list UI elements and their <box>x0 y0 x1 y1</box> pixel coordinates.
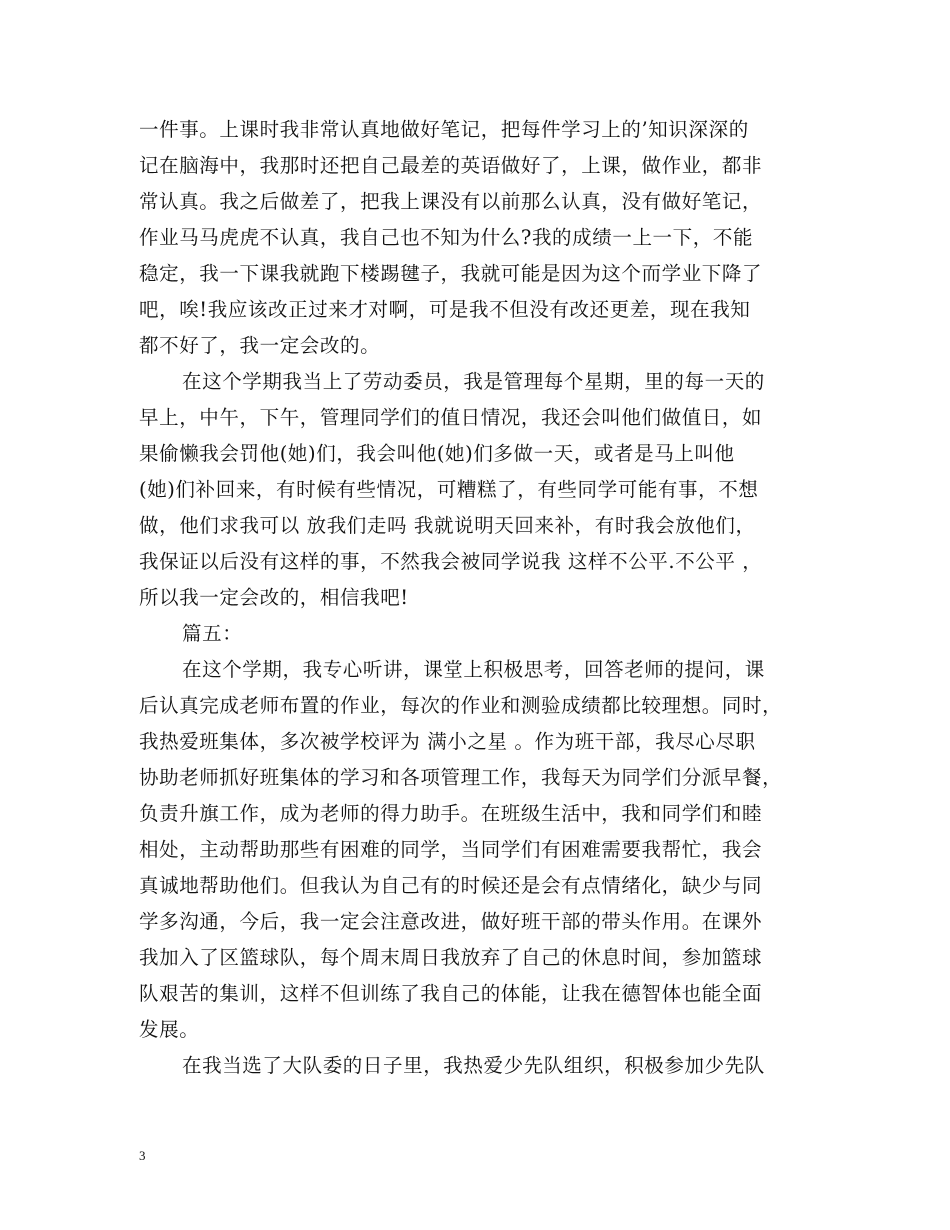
text-line: 稳定，我一下课我就跑下楼踢毽子，我就可能是因为这个而学业下降了 <box>139 262 763 285</box>
text-line: 队艰苦的集训，这样不但训练了我自己的体能，让我在德智体也能全面 <box>139 982 763 1005</box>
text-line: 我热爱班集体，多次被学校评为 满小之星 。作为班干部，我尽心尽职 <box>139 730 756 753</box>
text-line: 都不好了，我一定会改的。 <box>139 334 381 357</box>
text-line: 相处，主动帮助那些有困难的同学，当同学们有困难需要我帮忙，我会 <box>139 838 763 861</box>
text-line: 我加入了区篮球队，每个周末周日我放弃了自己的休息时间，参加篮球 <box>139 946 763 969</box>
text-line: 所以我一定会改的，相信我吧! <box>139 586 409 609</box>
section-heading: 篇五： <box>182 622 243 645</box>
paragraph-first-line: 在这个学期，我专心听讲，课堂上积极思考，回答老师的提问，课 <box>182 658 765 681</box>
text-line: 作业马马虎虎不认真，我自己也不知为什么?我的成绩一上一下，不能 <box>139 226 754 249</box>
text-line: (她)们补回来，有时候有些情况，可糟糕了，有些同学可能有事，不想 <box>139 478 759 501</box>
text-line: 常认真。我之后做差了，把我上课没有以前那么认真，没有做好笔记， <box>139 190 763 213</box>
text-line: 早上，中午，下午，管理同学们的值日情况，我还会叫他们做值日，如 <box>139 406 763 429</box>
text-line: 吧，唉!我应该改正过来才对啊，可是我不但没有改还更差，现在我知 <box>139 298 751 321</box>
text-line: 协助老师抓好班集体的学习和各项管理工作，我每天为同学们分派早餐， <box>139 766 783 789</box>
text-line: 记在脑海中，我那时还把自己最差的英语做好了，上课，做作业，都非 <box>139 154 763 177</box>
text-line: 负责升旗工作，成为老师的得力助手。在班级生活中，我和同学们和睦 <box>139 802 763 825</box>
page-number: 3 <box>139 1148 146 1163</box>
text-line: 发展。 <box>139 1018 200 1041</box>
text-line: 真诚地帮助他们。但我认为自己有的时候还是会有点情绪化，缺少与同 <box>139 874 763 897</box>
text-line: 后认真完成老师布置的作业，每次的作业和测验成绩都比较理想。同时， <box>139 694 783 717</box>
paragraph-first-line: 在我当选了大队委的日子里，我热爱少先队组织，积极参加少先队 <box>182 1054 765 1077</box>
text-line: 一件事。上课时我非常认真地做好笔记，把每件学习上的’知识深深的 <box>139 118 749 141</box>
text-line: 我保证以后没有这样的事，不然我会被同学说我 这样不公平.不公平 ， <box>139 550 763 573</box>
paragraph-first-line: 在这个学期我当上了劳动委员，我是管理每个星期，里的每一天的 <box>182 370 765 393</box>
text-line: 果偷懒我会罚他(她)们，我会叫他(她)们多做一天，或者是马上叫他 <box>139 442 735 465</box>
text-line: 做，他们求我可以 放我们走吗 我就说明天回来补，有时我会放他们， <box>139 514 756 537</box>
text-line: 学多沟通，今后，我一定会注意改进，做好班干部的带头作用。在课外 <box>139 910 763 933</box>
